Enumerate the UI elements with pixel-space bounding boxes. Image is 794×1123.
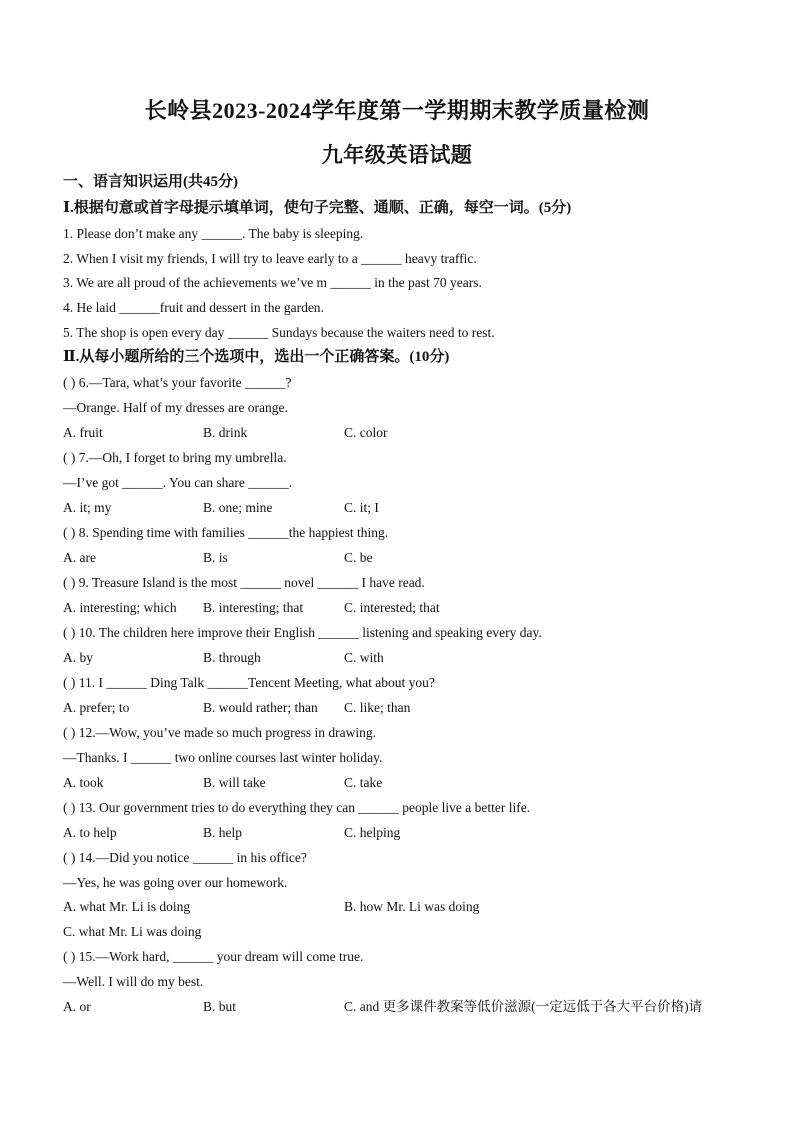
- section-heading: 一、语言知识运用(共45分): [63, 174, 238, 190]
- option-b: B. one; mine: [203, 500, 273, 515]
- question-stem: ( ) 13. Our government tries to do everything they can ______ people live a better life.: [63, 800, 531, 815]
- option-a: A. by: [63, 650, 93, 665]
- question-reply: —Orange. Half of my dresses are orange.: [63, 400, 288, 415]
- question-reply: —Well. I will do my best.: [63, 974, 204, 989]
- fill-item: 1. Please don’t make any ______. The baby is sleeping.: [63, 226, 364, 241]
- question-stem: ( ) 8. Spending time with families ______the happiest thing.: [63, 525, 389, 540]
- question-stem: ( ) 7.—Oh, I forget to bring my umbrella.: [63, 450, 287, 465]
- option-b: B. how Mr. Li was doing: [344, 899, 480, 914]
- option-a: A. took: [63, 775, 104, 790]
- question-stem: ( ) 10. The children here improve their English ______ listening and speaking every day.: [63, 625, 542, 640]
- question-reply: —Thanks. I ______ two online courses last winter holiday.: [63, 750, 383, 765]
- question-reply: —Yes, he was going over our homework.: [63, 875, 288, 890]
- option-c: C. with: [344, 650, 384, 665]
- option-a: A. it; my: [63, 500, 112, 515]
- option-a: A. fruit: [63, 425, 103, 440]
- option-b: B. but: [203, 999, 237, 1014]
- option-b: B. is: [203, 550, 228, 565]
- option-a: A. are: [63, 550, 96, 565]
- option-b: B. would rather; than: [203, 700, 318, 715]
- option-c: C. helping: [344, 825, 401, 840]
- option-b: B. interesting; that: [203, 600, 304, 615]
- question-stem: ( ) 9. Treasure Island is the most ______ novel ______ I have read.: [63, 575, 425, 590]
- option-a: A. prefer; to: [63, 700, 130, 715]
- question-stem: ( ) 12.—Wow, you’ve made so much progress in drawing.: [63, 725, 376, 740]
- option-a: A. to help: [63, 825, 117, 840]
- option-c: C. interested; that: [344, 600, 440, 615]
- option-a: A. interesting; which: [63, 600, 177, 615]
- fill-item: 2. When I visit my friends, I will try to leave early to a ______ heavy traffic.: [63, 251, 477, 266]
- option-c: C. it; I: [344, 500, 379, 515]
- part2-heading: Ⅱ.从每小题所给的三个选项中，选出一个正确答案。(10分): [63, 349, 450, 365]
- option-c: C. be: [344, 550, 373, 565]
- option-a: A. or: [63, 999, 91, 1014]
- fill-item: 5. The shop is open every day ______ Sundays because the waiters need to rest.: [63, 325, 495, 340]
- option-b: B. help: [203, 825, 242, 840]
- exam-subtitle: 九年级英语试题: [321, 143, 473, 167]
- option-c: C. and 更多课件教案等低价滋源(一定远低于各大平台价格)请: [344, 999, 703, 1014]
- question-stem: ( ) 14.—Did you notice ______ in his office?: [63, 850, 307, 865]
- option-b: B. through: [203, 650, 261, 665]
- part1-heading: Ⅰ.根据句意或首字母提示填单词，使句子完整、通顺、正确，每空一词。(5分): [63, 200, 572, 216]
- option-b: B. drink: [203, 425, 248, 440]
- option-b: B. will take: [203, 775, 266, 790]
- question-reply: —I’ve got ______. You can share ______.: [63, 475, 293, 490]
- option-c: C. take: [344, 775, 383, 790]
- option-c: C. what Mr. Li was doing: [63, 924, 202, 939]
- option-c: C. like; than: [344, 700, 411, 715]
- fill-item: 3. We are all proud of the achievements we’ve m ______ in the past 70 years.: [63, 275, 482, 290]
- fill-item: 4. He laid ______fruit and dessert in the garden.: [63, 300, 324, 315]
- question-stem: ( ) 15.—Work hard, ______ your dream will come true.: [63, 949, 364, 964]
- option-a: A. what Mr. Li is doing: [63, 899, 191, 914]
- option-c: C. color: [344, 425, 388, 440]
- exam-title: 长岭县2023-2024学年度第一学期期末教学质量检测: [144, 98, 650, 123]
- question-stem: ( ) 11. I ______ Ding Talk ______Tencent Meeting, what about you?: [63, 675, 435, 690]
- question-stem: ( ) 6.—Tara, what’s your favorite ______?: [63, 375, 292, 390]
